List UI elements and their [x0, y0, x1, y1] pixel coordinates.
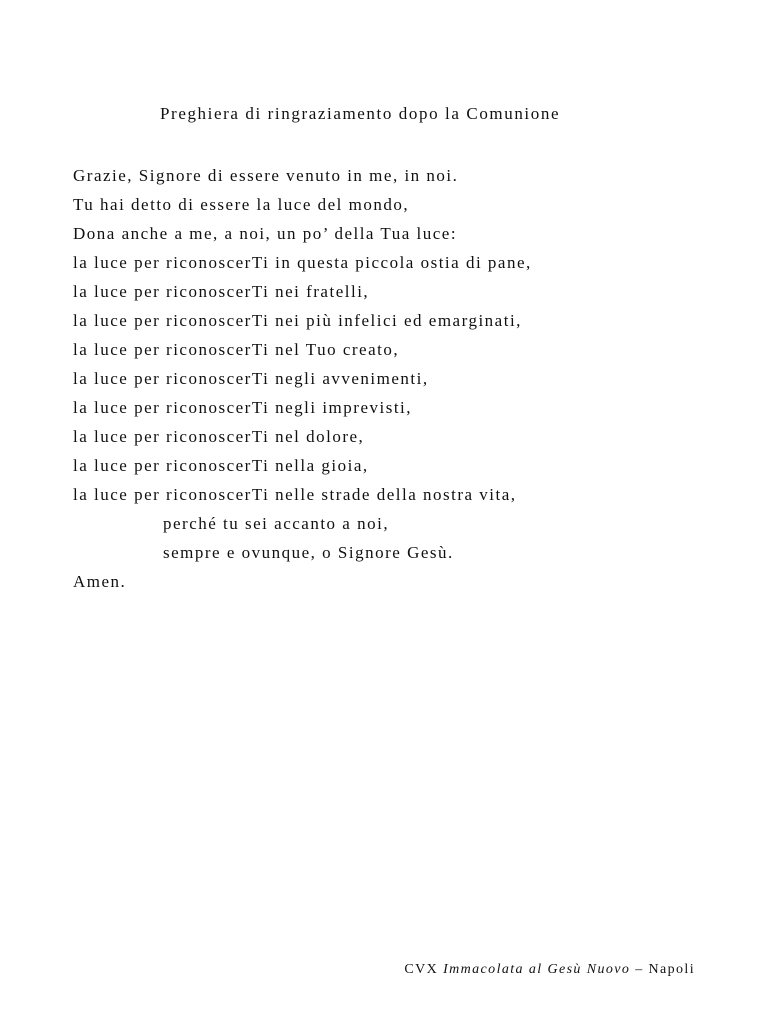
prayer-line-indented: sempre e ovunque, o Signore Gesù.	[163, 543, 454, 562]
prayer-title: Preghiera di ringraziamento dopo la Comunione	[160, 104, 561, 123]
prayer-line: la luce per riconoscerTi negli avvenimenti,	[73, 369, 429, 388]
prayer-line: la luce per riconoscerTi in questa piccola ostia di pane,	[73, 253, 532, 272]
prayer-line: Tu hai detto di essere la luce del mondo,	[73, 195, 410, 214]
footer-community-name: Immacolata al Gesù Nuovo	[443, 962, 631, 977]
prayer-line: la luce per riconoscerTi nei più infelici ed emarginati,	[73, 311, 522, 330]
prayer-line: la luce per riconoscerTi negli imprevisti,	[73, 398, 413, 417]
prayer-amen: Amen.	[73, 572, 127, 591]
prayer-line: la luce per riconoscerTi nel dolore,	[73, 427, 365, 446]
prayer-line: la luce per riconoscerTi nelle strade della nostra vita,	[73, 485, 517, 504]
footer-attribution	[404, 962, 695, 978]
prayer-line: la luce per riconoscerTi nel Tuo creato,	[73, 340, 400, 359]
prayer-line: Grazie, Signore di essere venuto in me, in noi.	[73, 166, 459, 185]
footer-city: – Napoli	[635, 962, 695, 977]
footer-prefix: CVX	[404, 962, 439, 977]
prayer-line: la luce per riconoscerTi nei fratelli,	[73, 282, 370, 301]
prayer-line-indented: perché tu sei accanto a noi,	[163, 514, 390, 533]
prayer-line: la luce per riconoscerTi nella gioia,	[73, 456, 369, 475]
prayer-line: Dona anche a me, a noi, un po’ della Tua luce:	[73, 224, 458, 243]
prayer-body	[73, 161, 532, 596]
